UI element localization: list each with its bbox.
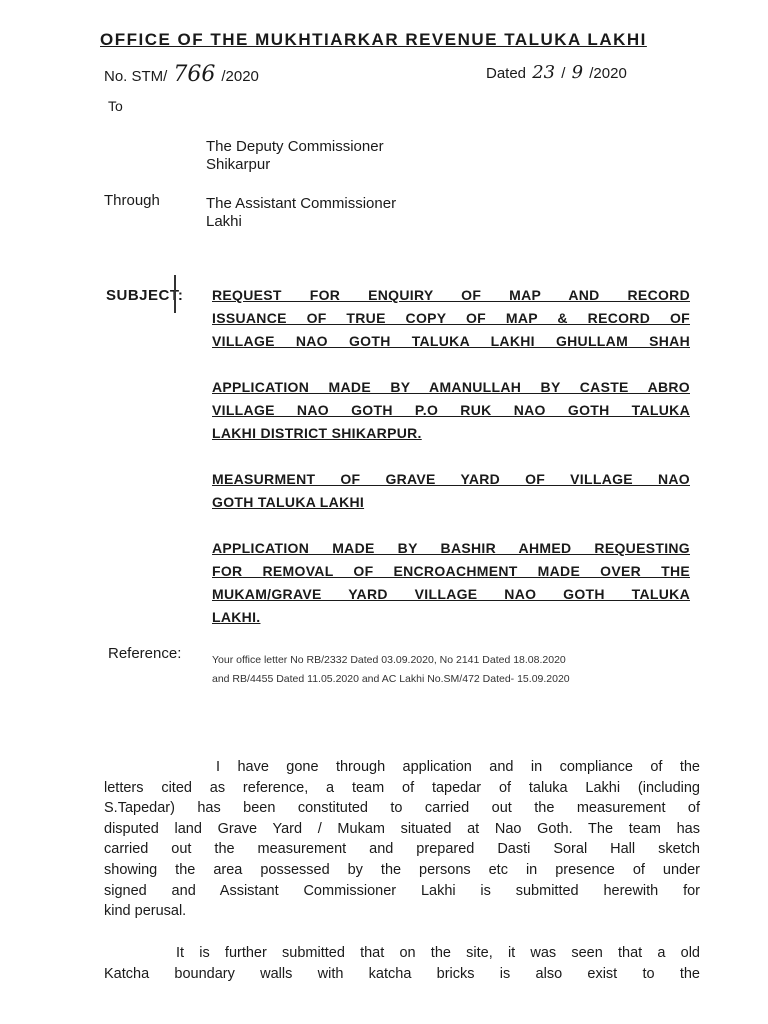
subject-line: LAKHI DISTRICT SHIKARPUR. <box>212 425 422 441</box>
through-address <box>206 195 396 231</box>
paragraph-line: kind perusal. <box>104 903 187 920</box>
pen-mark <box>174 275 176 313</box>
to-label: To <box>108 98 123 114</box>
office-title: OFFICE OF THE MUKHTIARKAR REVENUE TALUKA LAKHI <box>100 30 647 49</box>
subject-block-4 <box>212 537 690 629</box>
paragraph-line: It is further submitted that on the site, it was seen that a old <box>176 945 700 961</box>
letter-number <box>104 62 259 87</box>
subject-line: ISSUANCE OF TRUE COPY OF MAP & RECORD OF <box>212 310 690 326</box>
reference-text <box>212 651 570 689</box>
through-line-1: The Assistant Commissioner <box>206 195 397 212</box>
subject-block-3 <box>212 468 690 514</box>
paragraph-line: disputed land Grave Yard / Mukam situated at Nao Goth. The team has <box>104 820 700 837</box>
reference-line-2: and RB/4455 Dated 11.05.2020 and AC Lakhi No.SM/472 Dated- 15.09.2020 <box>212 673 570 685</box>
paragraph-line: letters cited as reference, a team of tapedar of taluka Lakhi (including <box>104 779 700 796</box>
dated-month-handwritten: 9 <box>571 62 584 83</box>
through-label: Through <box>104 192 160 209</box>
subject-line: APPLICATION MADE BY AMANULLAH BY CASTE ABRO <box>212 379 690 395</box>
reference-line-1: Your office letter No RB/2332 Dated 03.09.2020, No 2141 Dated 18.08.2020 <box>212 654 566 666</box>
subject-line: GOTH TALUKA LAKHI <box>212 494 365 510</box>
subject-line: LAKHI. <box>212 609 261 625</box>
body-paragraph-2 <box>104 943 700 984</box>
letter-date: Dated 23 / 9 /2020 <box>486 62 627 83</box>
letter-number-year: /2020 <box>221 68 259 85</box>
through-line-2: Lakhi <box>206 213 242 230</box>
subject-block-2 <box>212 376 690 445</box>
paragraph-line: showing the area possessed by the persons etc in presence of under <box>104 861 700 878</box>
letter-number-handwritten: 766 <box>173 62 216 87</box>
dated-year: /2020 <box>589 65 627 82</box>
paragraph-line: signed and Assistant Commissioner Lakhi is submitted herewith for <box>104 882 700 899</box>
paragraph-line: Katcha boundary walls with katcha bricks is also exist to the <box>104 965 700 982</box>
recipient-line-1: The Deputy Commissioner <box>206 138 384 155</box>
recipient-address <box>206 138 384 174</box>
subject-line: APPLICATION MADE BY BASHIR AHMED REQUESTING <box>212 540 690 556</box>
subject-line: VILLAGE NAO GOTH P.O RUK NAO GOTH TALUKA <box>212 402 690 418</box>
subject-line: VILLAGE NAO GOTH TALUKA LAKHI GHULLAM SHAH <box>212 333 690 349</box>
subject-line: REQUEST FOR ENQUIRY OF MAP AND RECORD <box>212 287 690 303</box>
subject-line: MUKAM/GRAVE YARD VILLAGE NAO GOTH TALUKA <box>212 586 690 602</box>
subject-block-1 <box>212 284 690 353</box>
reference-label: Reference: <box>108 645 182 662</box>
subject-label: SUBJECT: <box>106 287 183 304</box>
paragraph-line: carried out the measurement and prepared Dasti Soral Hall sketch <box>104 841 700 858</box>
letter-number-prefix: No. STM/ <box>104 68 168 85</box>
subject-line: MEASURMENT OF GRAVE YARD OF VILLAGE NAO <box>212 471 690 487</box>
paragraph-line: I have gone through application and in compliance of the <box>216 759 700 775</box>
dated-day-handwritten: 23 <box>532 62 556 83</box>
recipient-line-2: Shikarpur <box>206 156 271 173</box>
dated-label: Dated <box>486 65 527 82</box>
body-paragraph-1 <box>104 757 700 922</box>
paragraph-line: S.Tapedar) has been constituted to carried out the measurement of <box>104 800 700 817</box>
subject-line: FOR REMOVAL OF ENCROACHMENT MADE OVER THE <box>212 563 690 579</box>
